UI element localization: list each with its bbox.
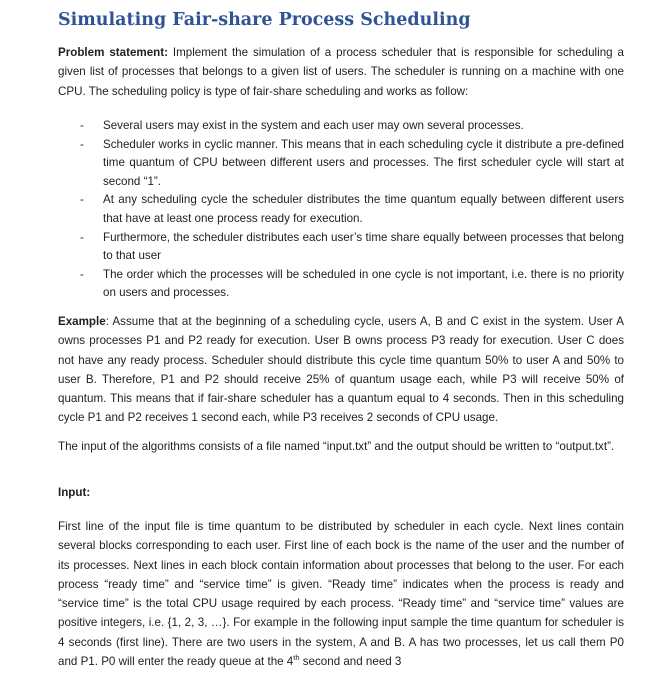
input-description-paragraph — [58, 517, 624, 671]
bullet-dash: - — [80, 230, 84, 244]
policy-item — [58, 136, 624, 192]
policy-item-text: Several users may exist in the system and each user may own several processes. — [103, 119, 524, 132]
policy-item-text: At any scheduling cycle the scheduler distributes the time quantum equally between different users that have at least one process ready for execution. — [103, 193, 624, 225]
input-description-text: First line of the input file is time quantum to be distributed by scheduler in each cycle. Next lines contain several blocks corresponding to each user. First line of each bock is the name of the user and the number of its processes. Next lines in each block contain information about processes that belong to the user. For each process “ready time” and “service time” is given. “Ready time” indicates when the process is ready and “service time” is the total CPU usage required by each process. “Ready time” and “service time” values are positive integers, i.e. {1, 2, 3, …}. For example in the following input sample the time quantum for scheduler is 4 seconds (first line). There are two users in the system, A and B. A has two processes, let us call them P0 and P1. P0 will enter the ready queue at the 4 — [58, 520, 624, 669]
policy-item-text: The order which the processes will be scheduled in one cycle is not important, i.e. there is no priority on users and processes. — [103, 267, 624, 300]
policy-item — [58, 117, 624, 136]
policy-item — [58, 191, 624, 228]
policy-item-text: Scheduler works in cyclic manner. This means that in each scheduling cycle it distribute a pre-defined time quantum of CPU between different users and processes. The first scheduler cycle will start at second “1”. — [103, 137, 624, 188]
policy-item — [58, 229, 624, 266]
problem-statement-label: Problem statement: — [58, 46, 168, 59]
bullet-dash: - — [80, 119, 84, 132]
policy-item-text: Furthermore, the scheduler distributes each user’s time share equally between processes that belong to that user — [103, 230, 624, 263]
example-paragraph — [58, 312, 624, 428]
policy-item — [58, 266, 624, 303]
document-title: Simulating Fair-share Process Scheduling — [58, 10, 471, 30]
bullet-dash: - — [80, 267, 84, 281]
bullet-dash: - — [80, 193, 84, 207]
bullet-dash: - — [80, 137, 84, 151]
input-heading: Input: — [58, 486, 91, 499]
input-description-tail: second and need 3 — [299, 655, 402, 669]
policy-list — [58, 117, 624, 303]
example-label: Example — [58, 315, 106, 328]
example-text: : Assume that at the beginning of a scheduling cycle, users A, B and C exist in the system. User A owns processes P1 and P2 ready for execution. User B owns process P3 ready for execution. User C does not have any ready process. Scheduler should distribute this cycle time quantum 50% to user A and 50% to user B. Therefore, P1 and P2 should receive 25% of quantum usage each, while P3 will receive 50% of quantum. This means that if fair-share scheduler has a quantum equal to 4 seconds. Then in this scheduling cycle P1 and P2 receives 1 second each, while P3 receives 2 seconds of CPU usage. — [58, 315, 624, 425]
problem-statement-paragraph — [58, 43, 624, 101]
problem-statement-text: Implement the simulation of a process scheduler that is responsible for scheduling a given list of processes that belongs to a given list of users. The scheduler is running on a machine with one CPU. The scheduling policy is type of fair-share scheduling and works as follow: — [58, 46, 624, 98]
io-paragraph: The input of the algorithms consists of a file named “input.txt” and the output should be written to “output.txt”. — [58, 440, 615, 453]
ordinal-superscript: th — [293, 653, 300, 663]
